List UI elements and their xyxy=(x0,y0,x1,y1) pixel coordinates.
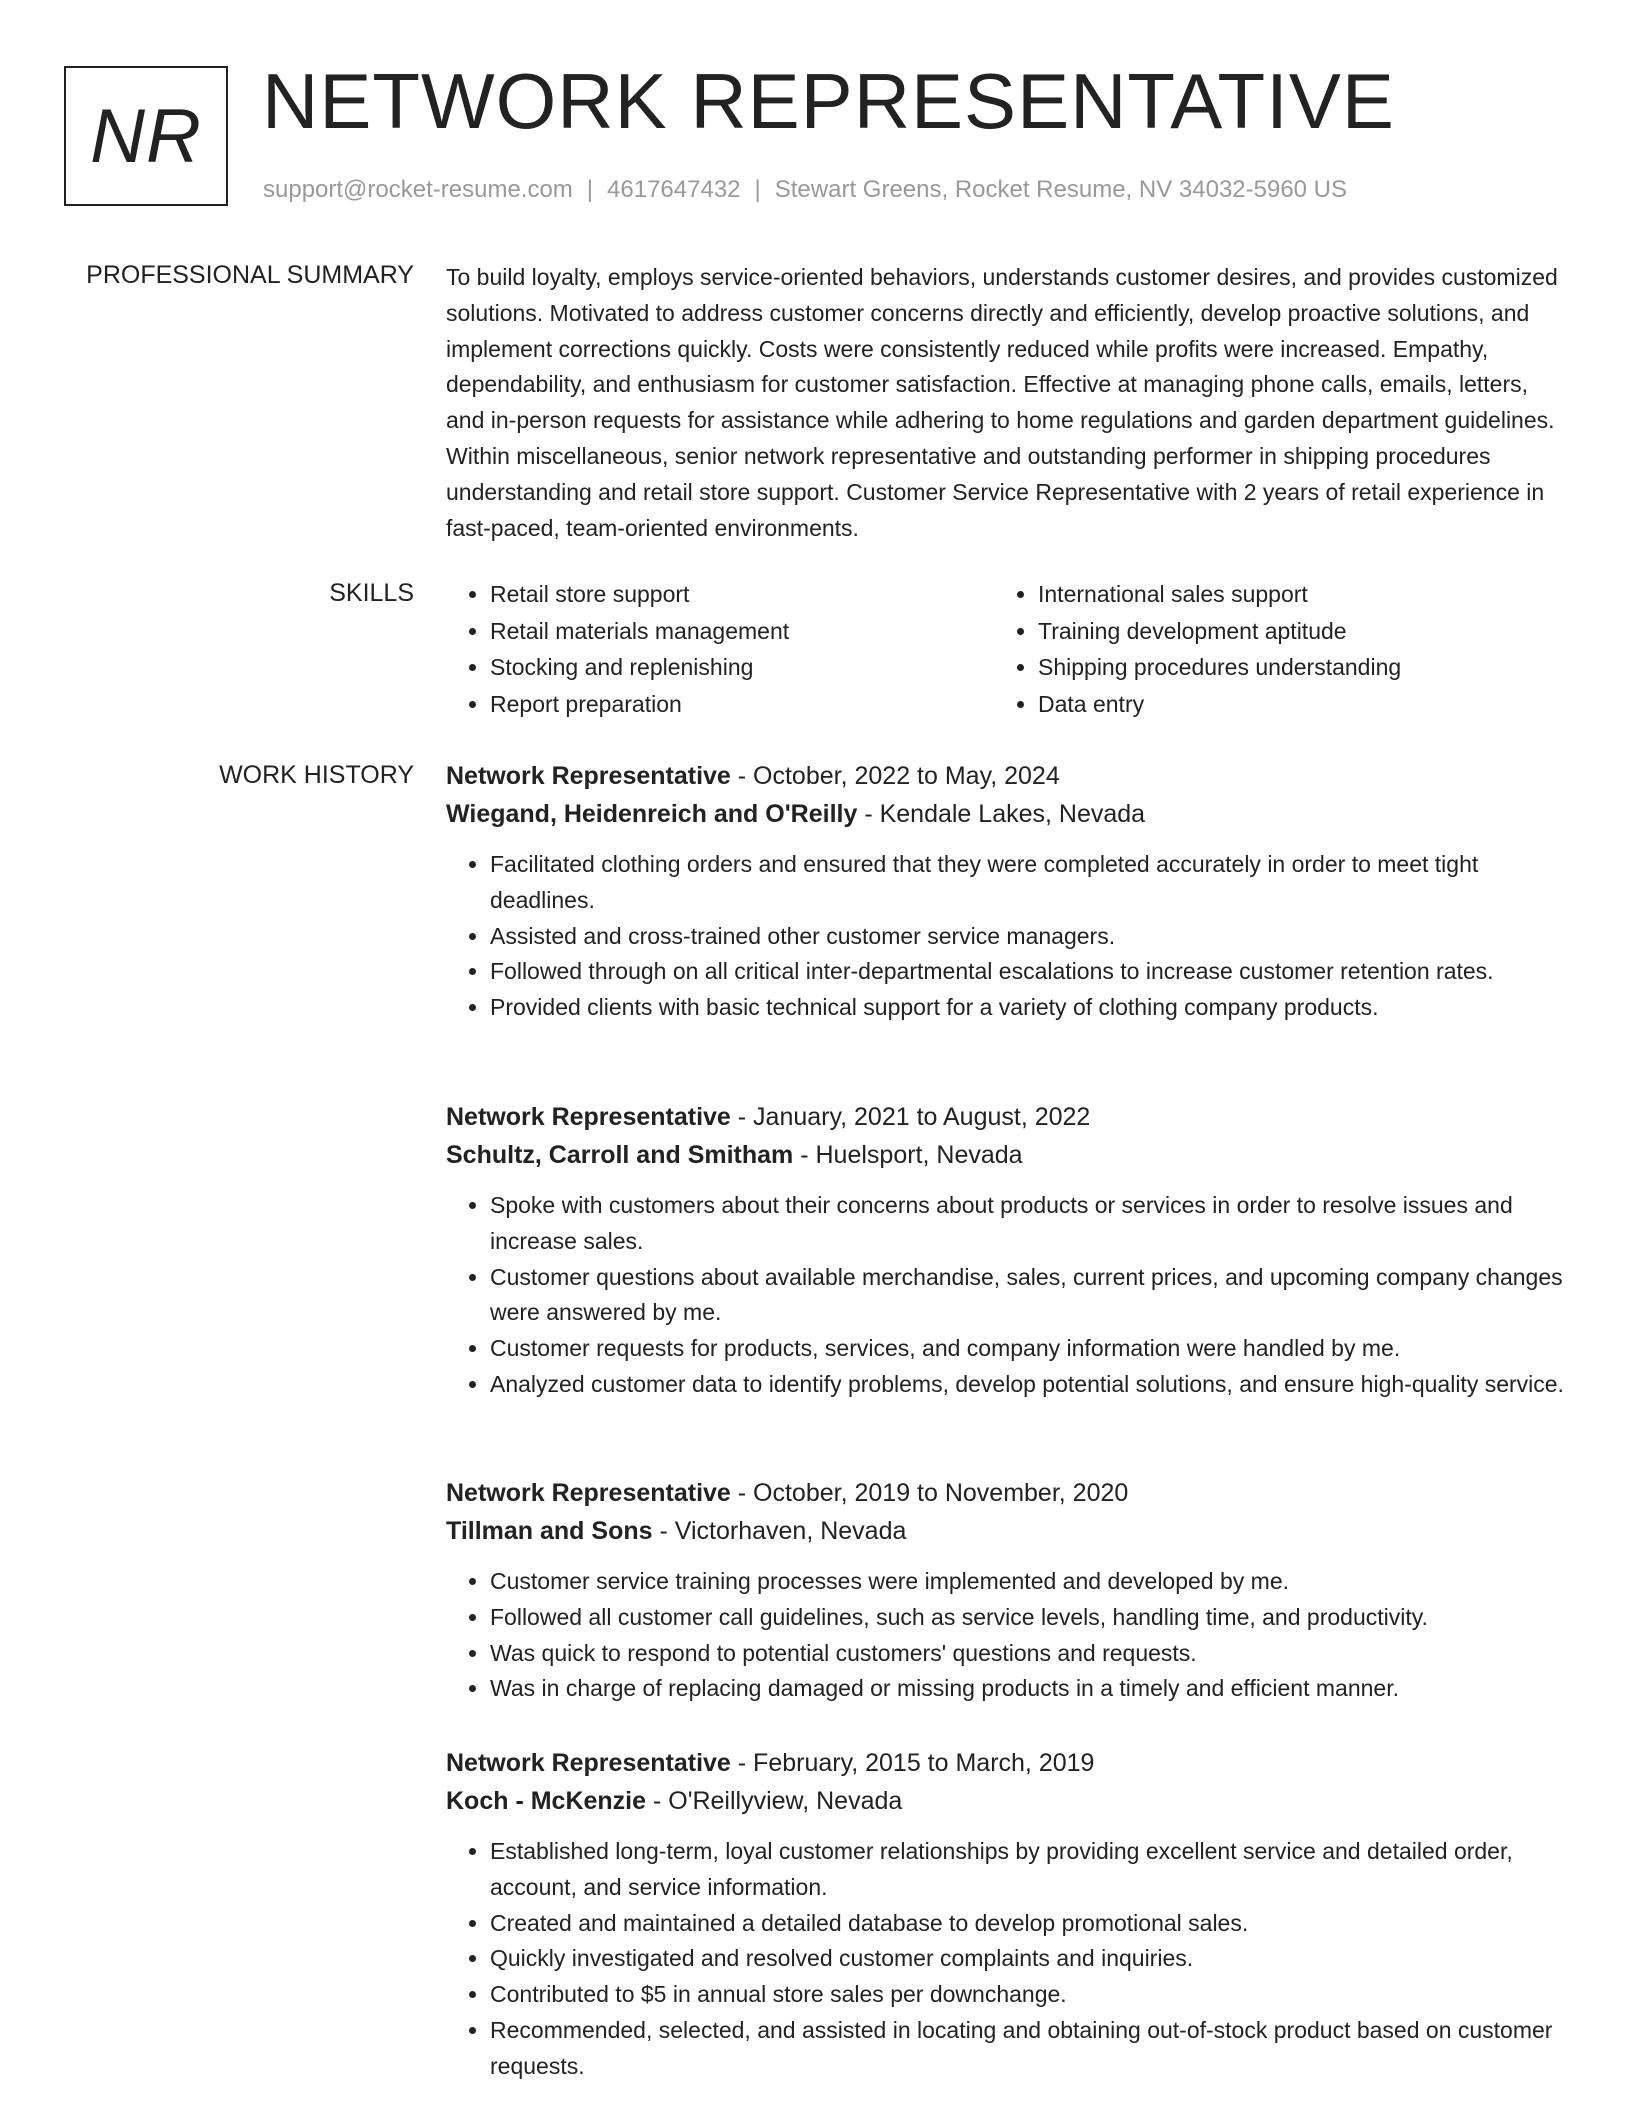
job-bullet: • Provided clients with basic technical support for a variety of clothing company products. xyxy=(490,990,1566,1026)
job-company-line xyxy=(446,1512,1566,1550)
resume-name-title: NETWORK REPRESENTATIVE xyxy=(262,57,1395,145)
job-dates: - February, 2015 to March, 2019 xyxy=(730,1749,1095,1777)
job-bullet: • Customer service training processes were implemented and developed by me. xyxy=(490,1564,1566,1600)
summary-body xyxy=(446,260,1566,546)
skills-list-left xyxy=(446,576,994,722)
work-history-heading: WORK HISTORY xyxy=(219,761,414,789)
job-entry xyxy=(446,757,1566,1026)
job-bullet: • Was quick to respond to potential customers' questions and requests. xyxy=(490,1636,1566,1672)
job-company-line xyxy=(446,1782,1566,1820)
job-bullet: • Was in charge of replacing damaged or missing products in a timely and efficient manner. xyxy=(490,1671,1566,1707)
job-bullet: • Assisted and cross-trained other customer service managers. xyxy=(490,919,1566,955)
job-company-line xyxy=(446,1136,1566,1174)
summary-text: To build loyalty, employs service-oriented behaviors, understands customer desires, and provides customized solutions. Motivated to address customer concerns directly and efficiently, develop proactive solutions, and implement corrections quickly. Costs were consistently reduced while profits were increased. Empathy, dependability, and enthusiasm for customer satisfaction. Effective at managing phone calls, emails, letters, and in-person requests for assistance while adhering to home regulations and garden department guidelines. Within miscellaneous, senior network representative and outstanding performer in shipping procedures understanding and retail store support. Customer Service Representative with 2 years of retail experience in fast-paced, team-oriented environments. xyxy=(446,264,1558,541)
job-bullet: • Established long-term, loyal customer relationships by providing excellent service and detailed order, account, and service information. xyxy=(490,1834,1566,1906)
job-bullet: • Analyzed customer data to identify problems, develop potential solutions, and ensure high-quality service. xyxy=(490,1367,1566,1403)
job-entry xyxy=(446,1474,1566,1707)
summary-heading: PROFESSIONAL SUMMARY xyxy=(86,261,414,289)
job-company: Wiegand, Heidenreich and O'Reilly xyxy=(446,800,858,828)
skill-item: • Data entry xyxy=(1038,686,1542,723)
job-bullet: • Facilitated clothing orders and ensured that they were completed accurately in order to meet tight deadlines. xyxy=(490,847,1566,919)
job-company: Tillman and Sons xyxy=(446,1517,653,1545)
job-title: Network Representative xyxy=(446,762,731,790)
job-dates: - January, 2021 to August, 2022 xyxy=(730,1103,1091,1131)
job-dates: - October, 2019 to November, 2020 xyxy=(730,1479,1129,1507)
contact-address: Stewart Greens, Rocket Resume, NV 34032-5960 US xyxy=(774,176,1348,203)
skill-item: • Stocking and replenishing xyxy=(490,649,994,686)
job-title-line xyxy=(446,1744,1566,1782)
skills-heading: SKILLS xyxy=(329,579,414,607)
job-bullet: • Customer questions about available merchandise, sales, current prices, and upcoming company changes were answered by me. xyxy=(490,1260,1566,1332)
contact-separator: | xyxy=(586,176,594,203)
job-bullet: • Contributed to $5 in annual store sales per downchange. xyxy=(490,1977,1566,2013)
job-title-line xyxy=(446,757,1566,795)
job-bullet: • Followed all customer call guidelines, such as service levels, handling time, and productivity. xyxy=(490,1600,1566,1636)
skill-item: • International sales support xyxy=(1038,576,1542,613)
job-location: - O'Reillyview, Nevada xyxy=(646,1787,903,1815)
job-entry xyxy=(446,1744,1566,2085)
contact-phone: 4617647432 xyxy=(607,176,741,203)
contact-separator: | xyxy=(754,176,761,203)
skill-item: • Report preparation xyxy=(490,686,994,723)
skill-item: • Retail store support xyxy=(490,576,994,613)
job-bullet: • Recommended, selected, and assisted in locating and obtaining out-of-stock product based on customer requests. xyxy=(490,2013,1566,2085)
job-bullet: • Spoke with customers about their concerns about products or services in order to resolve issues and increase sales. xyxy=(490,1188,1566,1260)
job-location: - Huelsport, Nevada xyxy=(793,1141,1023,1169)
monogram-box xyxy=(64,66,228,206)
job-title-line xyxy=(446,1474,1566,1512)
job-bullet: • Followed through on all critical inter-departmental escalations to increase customer retention rates. xyxy=(490,954,1566,990)
job-title: Network Representative xyxy=(446,1479,731,1507)
skills-list-right xyxy=(994,576,1542,722)
job-company-line xyxy=(446,795,1566,833)
skill-item: • Retail materials management xyxy=(490,613,994,650)
skill-item: • Training development aptitude xyxy=(1038,613,1542,650)
job-company: Schultz, Carroll and Smitham xyxy=(446,1141,794,1169)
job-dates: - October, 2022 to May, 2024 xyxy=(730,762,1060,790)
job-title: Network Representative xyxy=(446,1749,731,1777)
job-location: - Victorhaven, Nevada xyxy=(652,1517,907,1545)
skills-body xyxy=(446,576,1566,722)
job-bullets xyxy=(446,1564,1566,1707)
skill-item: • Shipping procedures understanding xyxy=(1038,649,1542,686)
skills-grid xyxy=(446,576,1566,722)
contact-line xyxy=(263,176,1347,204)
job-bullets xyxy=(446,847,1566,1026)
contact-email: support@rocket-resume.com xyxy=(263,176,573,203)
job-company: Koch - McKenzie xyxy=(446,1787,647,1815)
job-location: - Kendale Lakes, Nevada xyxy=(857,800,1146,828)
job-bullet: • Quickly investigated and resolved customer complaints and inquiries. xyxy=(490,1941,1566,1977)
job-bullet: • Created and maintained a detailed database to develop promotional sales. xyxy=(490,1906,1566,1942)
job-title-line xyxy=(446,1098,1566,1136)
job-entry xyxy=(446,1098,1566,1403)
job-bullets xyxy=(446,1834,1566,2085)
job-bullet: • Customer requests for products, services, and company information were handled by me. xyxy=(490,1331,1566,1367)
job-bullets xyxy=(446,1188,1566,1403)
monogram-initials: NR xyxy=(90,93,202,179)
job-title: Network Representative xyxy=(446,1103,731,1131)
